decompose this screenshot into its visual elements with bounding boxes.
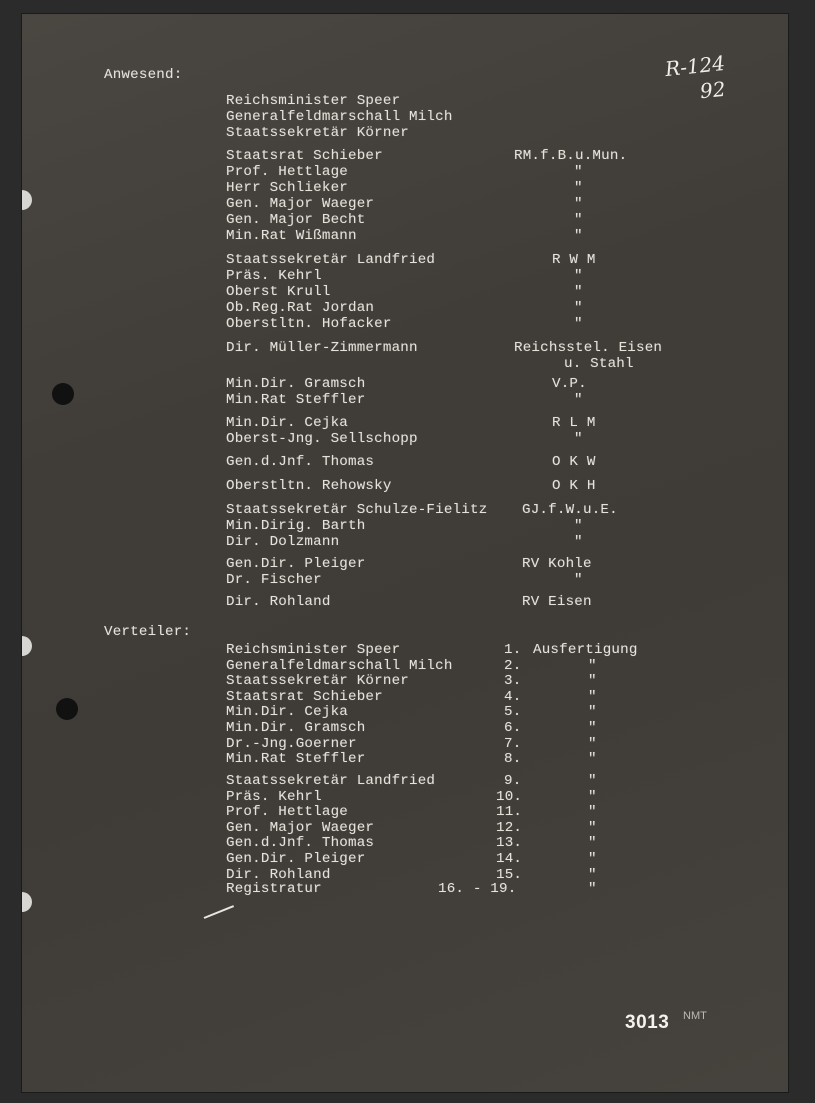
attendee-organisation: O K W <box>552 454 596 470</box>
document-page <box>22 14 788 1092</box>
attendee-organisation: RM.f.B.u.Mun. <box>514 148 628 164</box>
attendee-organisation: " <box>574 268 583 284</box>
attendee-name: Gen.d.Jnf. Thomas <box>226 454 375 470</box>
attendee-name: Min.Dir. Gramsch <box>226 376 366 392</box>
attendee-name: Oberst Krull <box>226 284 331 300</box>
attendee-name: Dr. Fischer <box>226 572 322 588</box>
recipient-name: Dir. Rohland <box>226 867 331 883</box>
copy-number: 1. <box>504 642 522 658</box>
copy-number: 14. <box>496 851 523 867</box>
copy-label: " <box>588 820 597 836</box>
attendee-organisation: " <box>574 164 583 180</box>
copy-number: 2. <box>504 658 522 674</box>
recipient-name: Reichsminister Speer <box>226 642 401 658</box>
recipient-name: Staatsrat Schieber <box>226 689 383 705</box>
attendee-name: Staatssekretär Schulze-Fielitz <box>226 502 488 518</box>
edge-notch <box>22 190 32 210</box>
attendee-organisation: " <box>574 180 583 196</box>
copy-number: 12. <box>496 820 523 836</box>
copy-label: " <box>588 736 597 752</box>
attendee-organisation: " <box>574 300 583 316</box>
copy-label: " <box>588 751 597 767</box>
punch-hole-bottom <box>56 698 78 720</box>
attendee-organisation: R L M <box>552 415 596 431</box>
attendee-name: Generalfeldmarschall Milch <box>226 109 453 125</box>
recipient-name: Min.Dir. Cejka <box>226 704 348 720</box>
attendee-name: Dir. Dolzmann <box>226 534 340 550</box>
copy-label: " <box>588 689 597 705</box>
copy-number: 16. - 19. <box>438 881 517 897</box>
copy-number: 10. <box>496 789 523 805</box>
copy-number: 8. <box>504 751 522 767</box>
attendee-organisation: " <box>574 196 583 212</box>
attendee-name: Min.Dir. Cejka <box>226 415 348 431</box>
attendee-organisation: " <box>574 431 583 447</box>
copy-label: " <box>588 835 597 851</box>
attendee-name: Min.Dirig. Barth <box>226 518 366 534</box>
attendee-name: Gen. Major Waeger <box>226 196 375 212</box>
attendee-organisation: " <box>574 212 583 228</box>
copy-number: 15. <box>496 867 523 883</box>
attendee-name: Min.Rat Steffler <box>226 392 366 408</box>
attendee-name: Oberstltn. Rehowsky <box>226 478 392 494</box>
copy-label: " <box>588 704 597 720</box>
attendee-organisation: RV Kohle <box>522 556 592 572</box>
recipient-name: Gen. Major Waeger <box>226 820 375 836</box>
attendee-organisation: O K H <box>552 478 596 494</box>
attendee-organisation: " <box>574 316 583 332</box>
attendee-organisation: " <box>574 572 583 588</box>
punch-hole-top <box>52 383 74 405</box>
attendee-organisation-line2: u. Stahl <box>564 356 634 372</box>
attendee-name: Gen.Dir. Pleiger <box>226 556 366 572</box>
copy-number: 5. <box>504 704 522 720</box>
copy-number: 3. <box>504 673 522 689</box>
page-number-stamp: 3013 <box>625 1012 670 1033</box>
pencil-mark <box>204 905 234 919</box>
attendee-name: Staatssekretär Körner <box>226 125 409 141</box>
attendee-name: Ob.Reg.Rat Jordan <box>226 300 375 316</box>
copy-label: " <box>588 673 597 689</box>
attendee-name: Staatssekretär Landfried <box>226 252 436 268</box>
recipient-name: Präs. Kehrl <box>226 789 322 805</box>
recipient-name: Gen.d.Jnf. Thomas <box>226 835 375 851</box>
attendee-organisation: " <box>574 284 583 300</box>
copy-label: " <box>588 881 597 897</box>
attendee-organisation: V.P. <box>552 376 587 392</box>
attendee-organisation: RV Eisen <box>522 594 592 610</box>
copy-label: " <box>588 851 597 867</box>
copy-number: 6. <box>504 720 522 736</box>
recipient-name: Gen.Dir. Pleiger <box>226 851 366 867</box>
copy-number: 7. <box>504 736 522 752</box>
recipient-name: Staatssekretär Körner <box>226 673 409 689</box>
attendee-organisation: " <box>574 228 583 244</box>
copy-label: " <box>588 720 597 736</box>
attendee-name: Dir. Müller-Zimmermann <box>226 340 418 356</box>
attendee-organisation: Reichsstel. Eisen <box>514 340 663 356</box>
copy-label: " <box>588 804 597 820</box>
attendee-organisation: " <box>574 392 583 408</box>
recipient-name: Registratur <box>226 881 322 897</box>
attendee-name: Min.Rat Wißmann <box>226 228 357 244</box>
copy-number: 11. <box>496 804 523 820</box>
copy-label: " <box>588 773 597 789</box>
attendee-name: Prof. Hettlage <box>226 164 348 180</box>
attendee-name: Herr Schlieker <box>226 180 348 196</box>
handwritten-reference: R-124 <box>663 50 727 82</box>
attendee-name: Staatsrat Schieber <box>226 148 383 164</box>
attendee-name: Gen. Major Becht <box>226 212 366 228</box>
copy-label: " <box>588 867 597 883</box>
edge-notch <box>22 636 32 656</box>
recipient-name: Prof. Hettlage <box>226 804 348 820</box>
recipient-name: Generalfeldmarschall Milch <box>226 658 453 674</box>
attendee-name: Präs. Kehrl <box>226 268 322 284</box>
copy-number: 13. <box>496 835 523 851</box>
attendee-name: Oberstltn. Hofacker <box>226 316 392 332</box>
recipient-name: Min.Dir. Gramsch <box>226 720 366 736</box>
distribution-heading: Verteiler: <box>104 624 192 640</box>
copy-label: " <box>588 658 597 674</box>
copy-label: " <box>588 789 597 805</box>
recipient-name: Dr.-Jng.Goerner <box>226 736 357 752</box>
recipient-name: Staatssekretär Landfried <box>226 773 436 789</box>
attendee-organisation: R W M <box>552 252 596 268</box>
attendee-organisation: " <box>574 518 583 534</box>
attendee-organisation: " <box>574 534 583 550</box>
attendee-name: Oberst-Jng. Sellschopp <box>226 431 418 447</box>
recipient-name: Min.Rat Steffler <box>226 751 366 767</box>
edge-notch <box>22 892 32 912</box>
attendee-name: Dir. Rohland <box>226 594 331 610</box>
copy-number: 4. <box>504 689 522 705</box>
handwritten-reference-number: 92 <box>698 76 727 104</box>
attendee-organisation: GJ.f.W.u.E. <box>522 502 618 518</box>
copy-number: 9. <box>504 773 522 789</box>
page-number-suffix: NMT <box>683 1010 707 1022</box>
present-heading: Anwesend: <box>104 67 183 83</box>
attendee-name: Reichsminister Speer <box>226 93 401 109</box>
copy-label: Ausfertigung <box>533 642 638 658</box>
